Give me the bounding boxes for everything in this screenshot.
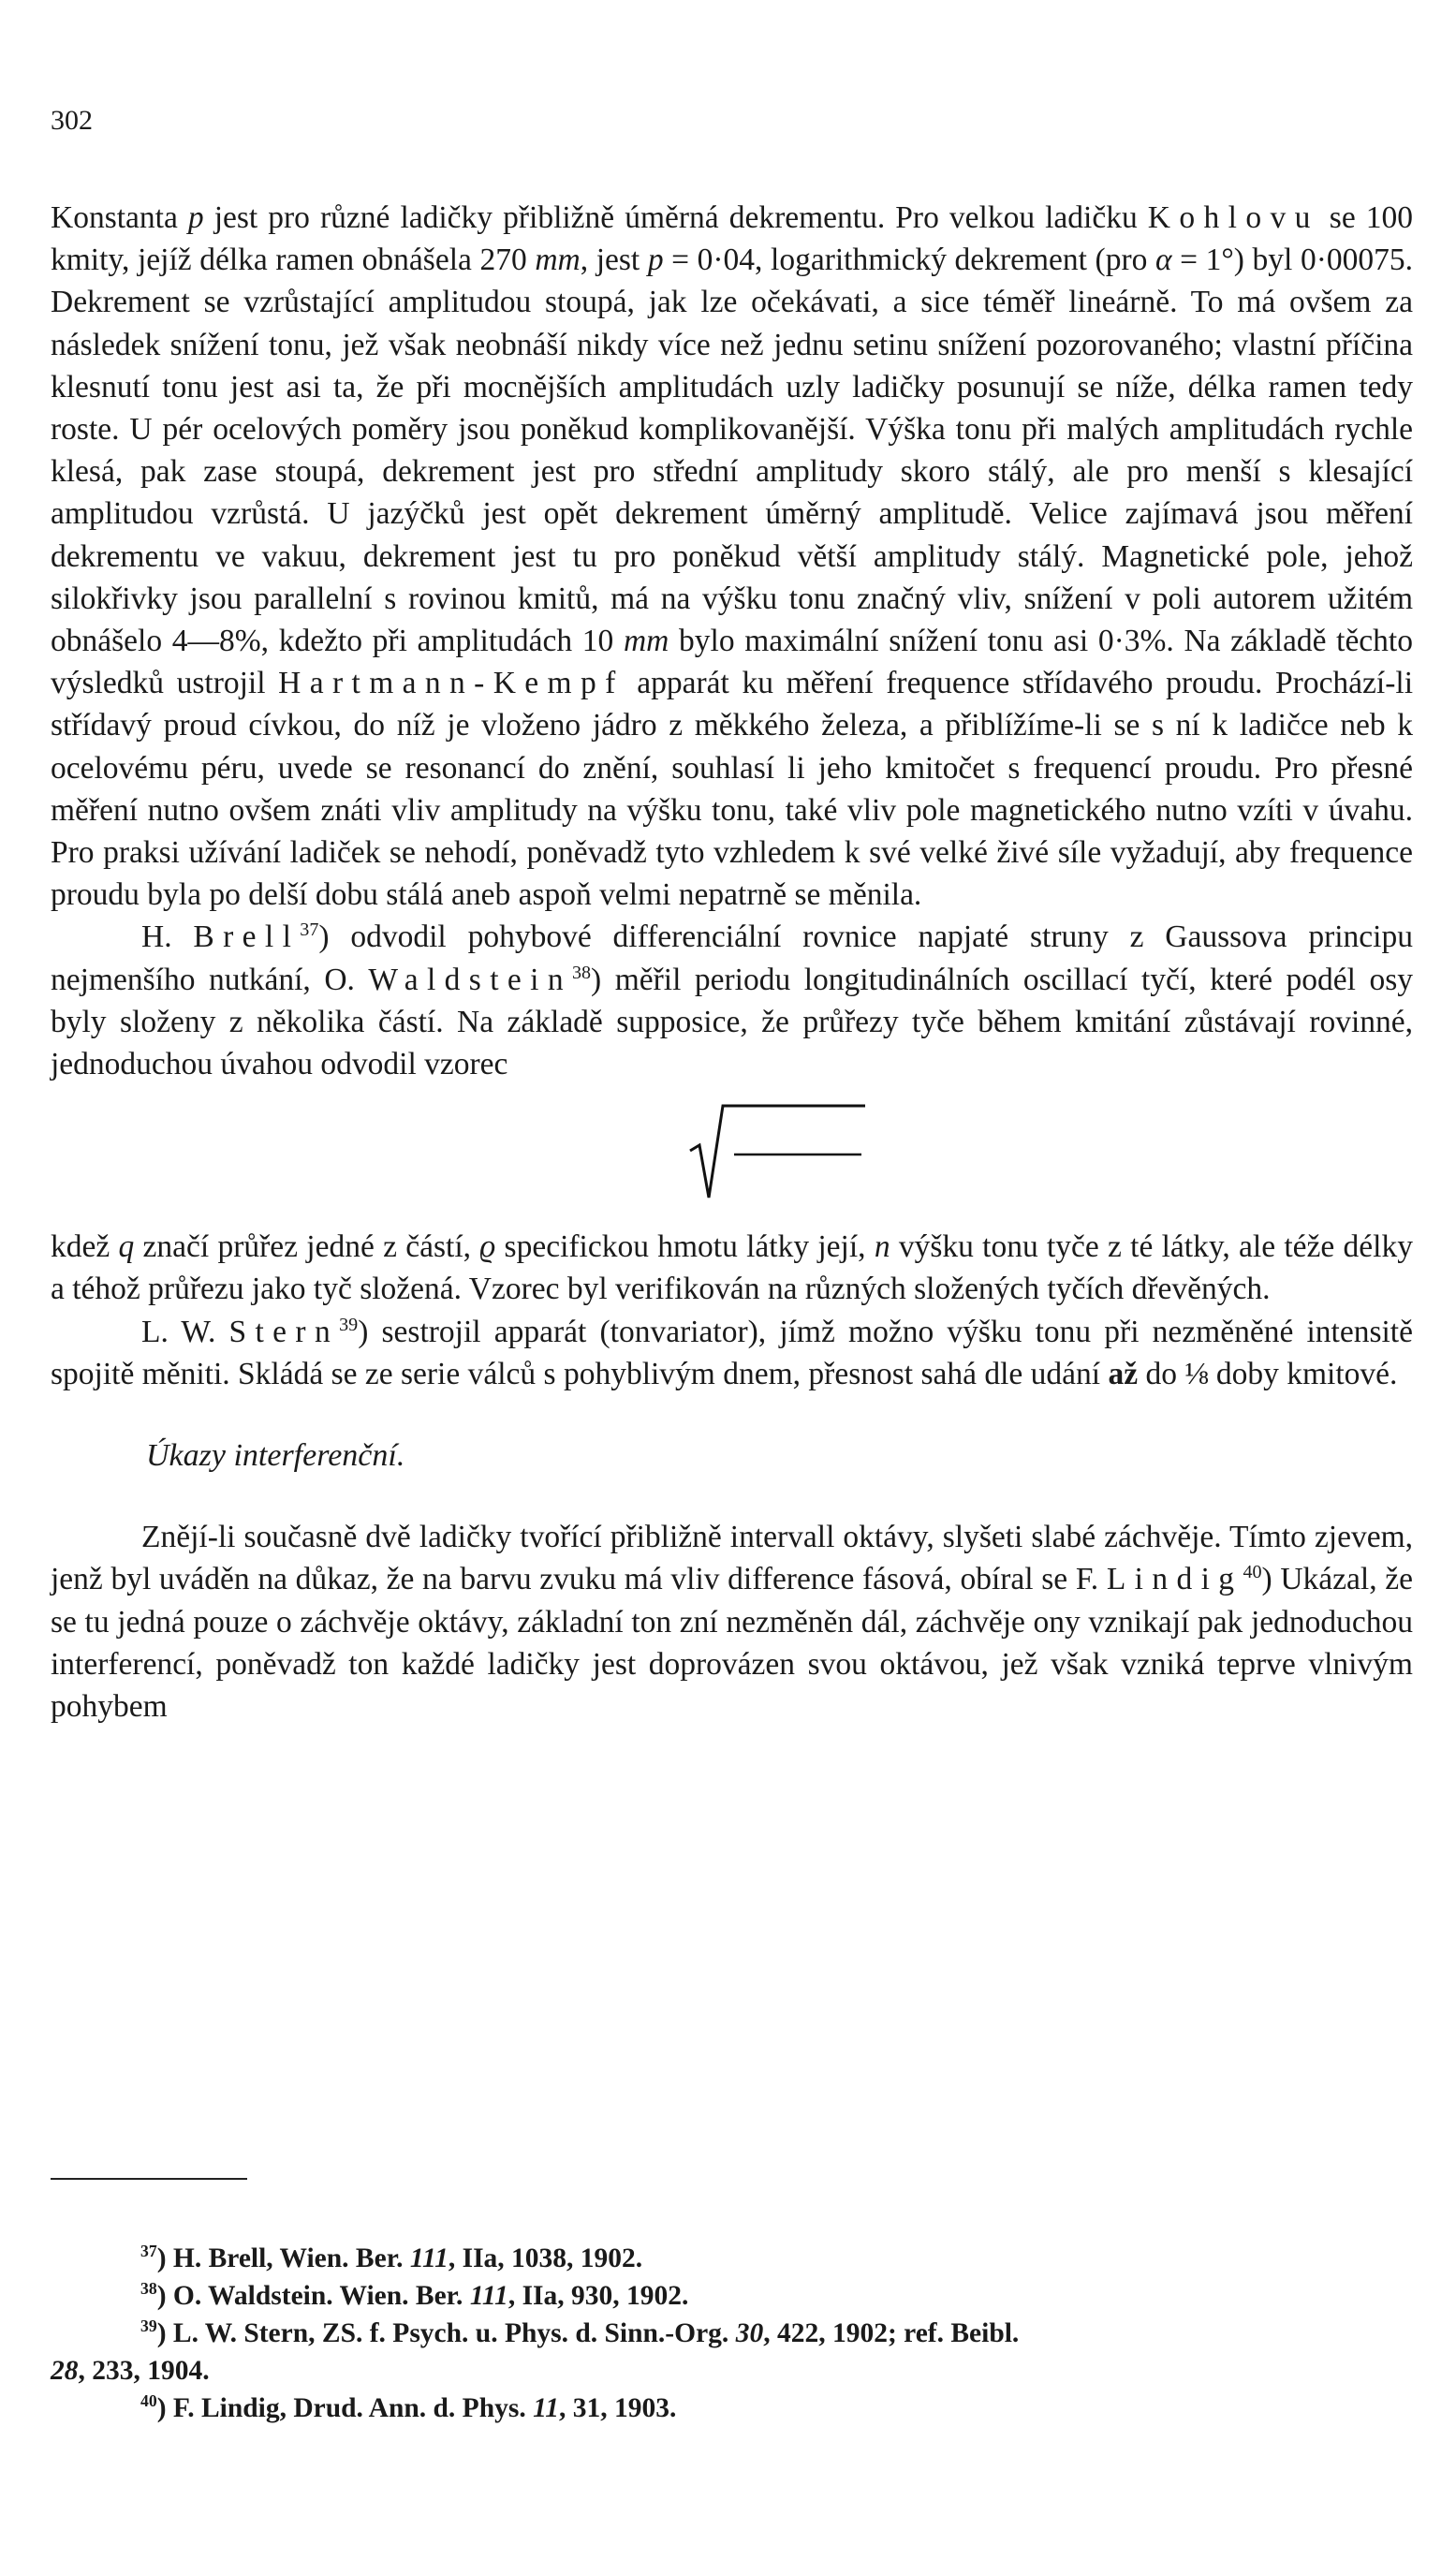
author-kohl: Kohlovu xyxy=(1147,200,1319,235)
footnotes xyxy=(51,2240,1413,2427)
footnote-divider xyxy=(51,2178,247,2180)
footnote-38: $^{38}$) O. Waldstein. Wien. Ber. 111, IIa, 930, 1902. xyxy=(140,2279,689,2311)
formula-graphic xyxy=(51,1085,1413,1226)
paragraph-4: L. W. Stern$^{39}$) sestrojil apparát (tonvariator), jímž možno výšku tonu při nezměněné intensitě spojitě měniti. Skládá se ze serie válců s pohyblivým dnem, přesnost sahá dle udání až do ⅛ doby kmitové. xyxy=(51,1314,1413,1391)
paragraph-5: Znějí-li současně dvě ladičky tvořící přibližně intervall oktávy, slyšeti slabé záchvěje. Tímto zjevem, jenž byl uváděn na důkaz, že na barvu zvuku má vliv difference fásová, obíral se F. Lindig$^{40}$) Ukázal, že se tu jedná pouze o záchvěje oktávy, základní ton zní nezměněn dál, záchvěje ony vznikají pak jednoduchou interferencí, poněvadž ton každé ladičky jest doprovázen svou oktávou, jež však vzniká teprve vlnivým pohybem xyxy=(51,1520,1413,1725)
author-waldstein: Waldstein xyxy=(368,962,572,997)
author-hartmann-kempf: Hartmann-Kempf xyxy=(278,666,625,701)
radical-sign xyxy=(690,1106,865,1198)
page-number: 302 xyxy=(51,105,93,136)
footnote-ref-37: 37 xyxy=(300,919,319,941)
footnote-ref-38: 38 xyxy=(571,962,592,983)
footnote-37: $^{37}$) H. Brell, Wien. Ber. 111, IIa, 1038, 1902. xyxy=(140,2242,643,2273)
footnote-ref-40: 40 xyxy=(1243,1562,1262,1583)
body-text xyxy=(51,197,1413,1728)
author-brell: Brell xyxy=(193,919,301,955)
footnote-40: $^{40}$) F. Lindig, Drud. Ann. d. Phys. 11, 31, 1903. xyxy=(140,2391,677,2423)
footnote-39: $^{39}$) L. W. Stern, ZS. f. Psych. u. Phys. d. Sinn.-Org. 30, 422, 1902; ref. Beibl. xyxy=(140,2316,1020,2348)
paragraph-1: Konstanta p jest pro různé ladičky přibližně úměrná dekrementu. Pro velkou ladičku Kohlovu se 100 kmity, jejíž délka ramen obnášela 270 mm, jest p = 0·04, logarithmický dekrement (pro α = 1°) byl 0·00075. Dekrement se vzrůstající amplitudou stoupá, jak lze očekávati, a sice téměř lineárně. To má ovšem za následek snížení tonu, jež však neobnáší nikdy více než jednu setinu snížení pozorovaného; vlastní příčina klesnutí tonu jest asi ta, že při mocnějších amplitudách uzly ladičky posunují se níže, délka ramen tedy roste. U pér ocelových poměry jsou poněkud komplikovanější. Výška tonu při malých amplitudách rychle klesá, pak zase stoupá, dekrement jest pro střední amplitudy skoro stálý, ale pro menší s klesající amplitudou vzrůstá. U jazýčků jest opět dekrement úměrný amplitudě. Velice zajímavá jsou měření dekrementu ve vakuu, dekrement jest tu pro poněkud větší amplitudy stálý. Magnetické pole, jehož silokřivky jsou parallelní s rovinou kmitů, má na výšku tonu značný vliv, snížení v poli autorem užitém obnášelo 4—8%, kdežto při amplitudách 10 mm bylo maximální snížení tonu asi 0·3%. Na základě těchto výsledků ustrojil Hartmann-Kempf apparát ku měření frequence střídavého proudu. Prochází-li střídavý proud cívkou, do níž je vloženo jádro z měkkého železa, a přiblížíme-li se s ní k ladičce neb k ocelovému péru, uvede se resonancí do znění, souhlasí li jeho kmitočet s frequencí proudu. Pro přesné měření nutno ovšem znáti vliv amplitudy na výšku tonu, také vliv pole magnetického nutno vzíti v úvahu. Pro praksi užívání ladiček se nehodí, poněvadž tyto vzhledem k své velké živé síle vyžadují, aby frequence proudu byla po delší dobu stálá aneb aspoň velmi nepatrně se měnila. xyxy=(51,200,1413,913)
author-lindig: Lindig xyxy=(1106,1562,1243,1597)
footnote-39-continuation: 28, 233, 1904. xyxy=(51,2356,210,2386)
footnote-ref-39: 39 xyxy=(339,1314,359,1335)
section-heading: Úkazy interferenční. xyxy=(146,1438,405,1474)
formula xyxy=(51,1085,1413,1226)
paragraph-3: kdež q značí průřez jedné z částí, ϱ specifickou hmotu látky její, n výšku tonu tyče z té látky, ale téže délky a téhož průřezu jako tyč složená. Vzorec byl verifikován na různých složených tyčích dřevěných. xyxy=(51,1229,1413,1307)
paragraph-2: H. Brell$^{37}$) odvodil pohybové differenciální rovnice napjaté struny z Gaussova principu nejmenšího nutkání, O. Waldstein$^{38}$) měřil periodu longitudinálních oscillací tyčí, které podél osy byly složeny z několika částí. Na základě supposice, že průřezy tyče během kmitání zůstávají rovinné, jednoduchou úvahou odvodil vzorec xyxy=(51,919,1413,1082)
author-stern: Stern xyxy=(228,1314,340,1349)
